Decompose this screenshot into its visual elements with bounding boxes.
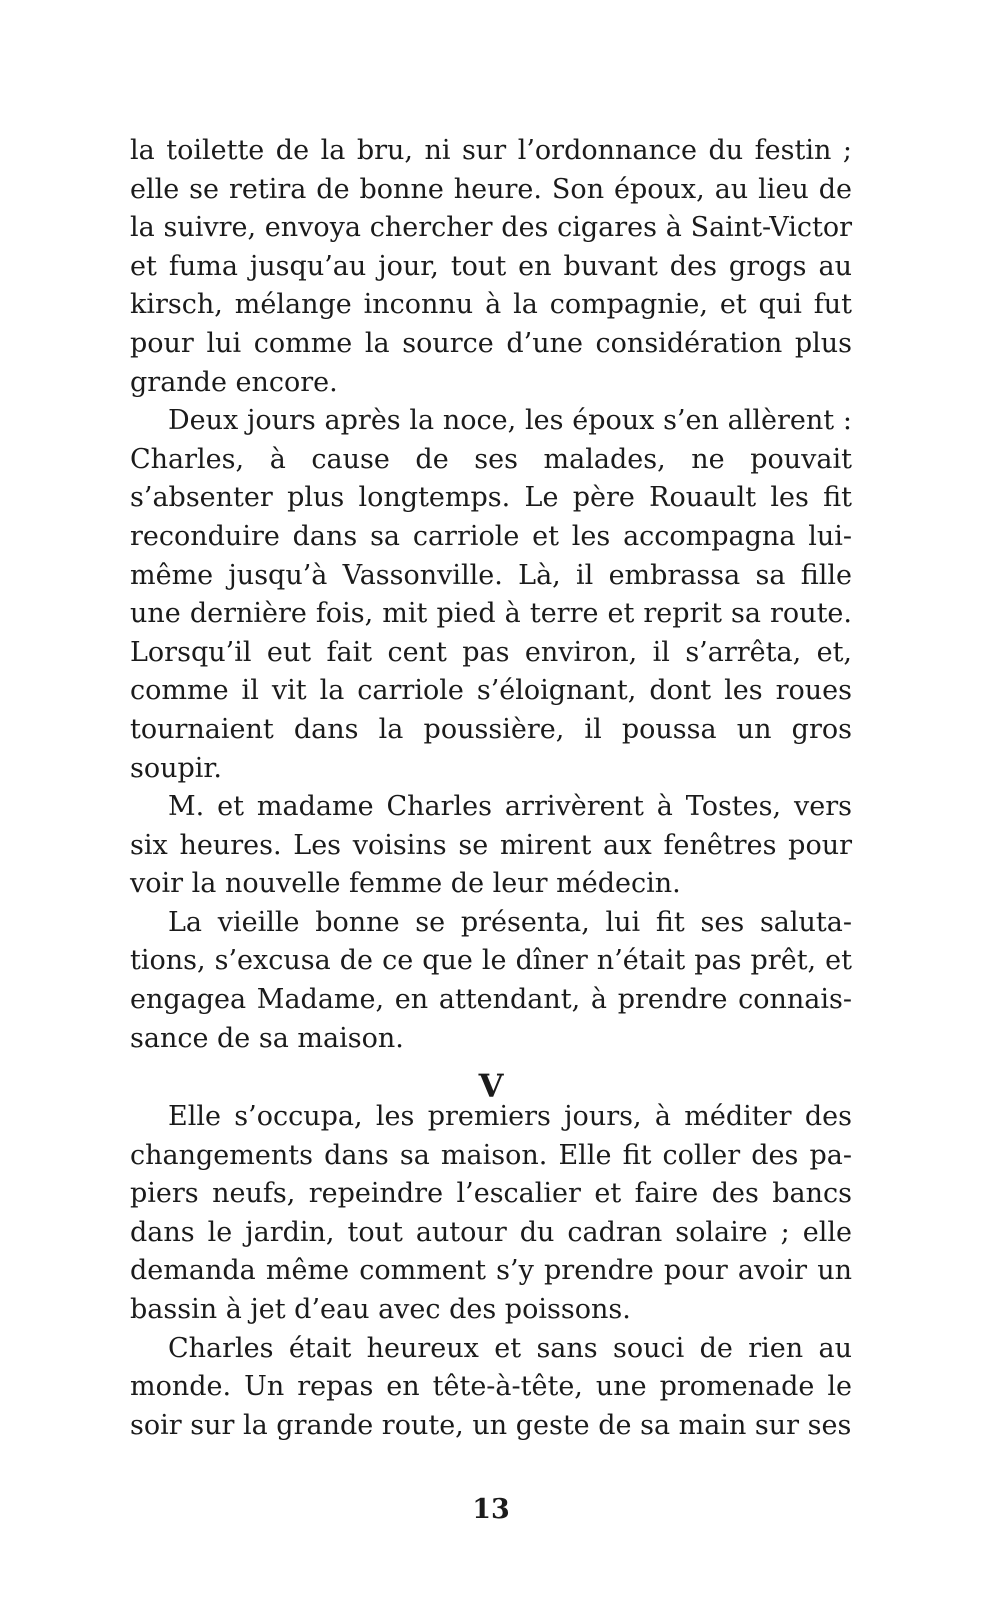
paragraph-charles-happy: Charles était heureux et sans souci de rien au monde. Un repas en tête-à-tête, une promenade le soir sur la grande route, un geste de sa main sur ses [130, 1332, 852, 1441]
chapter-heading: V [478, 1067, 504, 1105]
text-before-heading [130, 132, 852, 1058]
page-number: 13 [472, 1494, 510, 1525]
paragraph-departure: Deux jours après la noce, les époux s’en allèrent : Charles, à cause de ses malades, ne pouvait s’absenter plus longtemps. Le père Rouault les fit reconduire dans sa carriole et les accompagna lui-même jusqu’à Vassonville. Là, il embrassa sa fille une dernière fois, mit pied à terre et reprit sa route. Lorsqu’il eut fait cent pas environ, il s’arrêta, et, comme il vit la carriole s’éloignant, dont les roues tournaient dans la poussière, il poussa un gros soupir. [130, 405, 852, 784]
paragraph-old-maid: La vieille bonne se présenta, lui fit ses salutations, s’excusa de ce que le dîner n’était pas prêt, et engagea Madame, en attendant, à prendre connaissance de sa maison. [130, 906, 852, 1054]
paragraph-arrival-tostes: M. et madame Charles arrivèrent à Tostes, vers six heures. Les voisins se mirent aux fenêtres pour voir la nouvelle femme de leur médecin. [130, 791, 852, 900]
paragraph-house-changes: Elle s’occupa, les premiers jours, à méditer des changements dans sa maison. Elle fit coller des papiers neufs, repeindre l’escalier et faire des bancs dans le jardin, tout autour du cadran solaire ; elle demanda même comment s’y prendre pour avoir un bassin à jet d’eau avec des poissons. [130, 1101, 852, 1325]
paragraph-continued: la toilette de la bru, ni sur l’ordonnance du festin ; elle se retira de bonne heure. Son époux, au lieu de la suivre, envoya chercher des cigares à Saint-Victor et fuma jusqu’au jour, tout en buvant des grogs au kirsch, mélange inconnu à la compagnie, et qui fut pour lui comme la source d’une considération plus grande encore. [130, 135, 852, 398]
text-after-heading [130, 1098, 852, 1445]
